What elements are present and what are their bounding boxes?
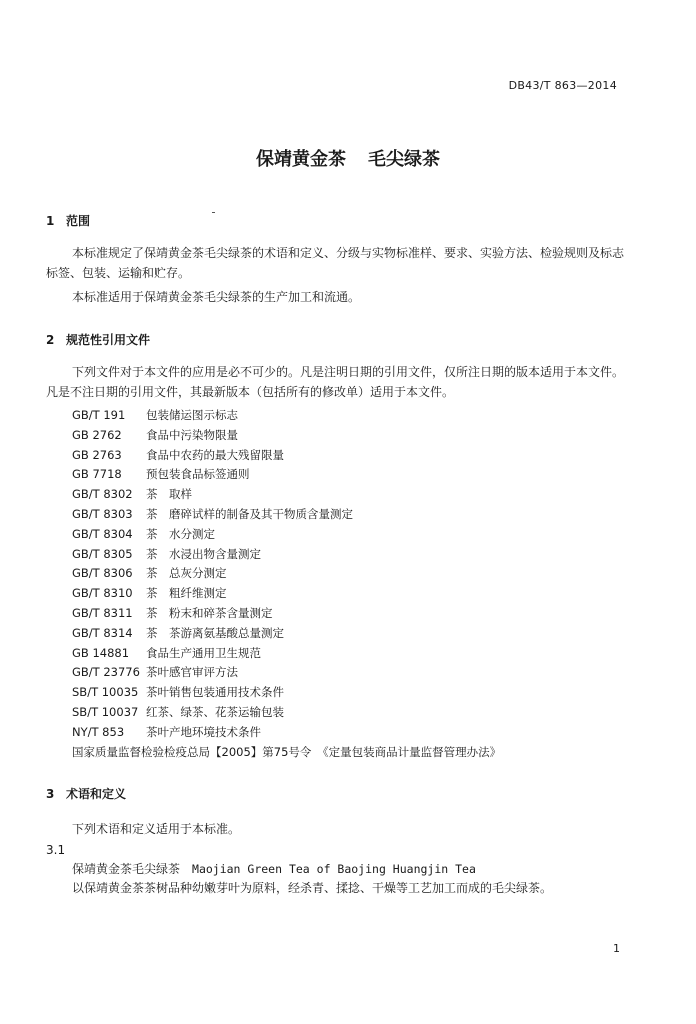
reference-title: 包装储运图示标志 bbox=[146, 408, 238, 422]
reference-title: 红茶、绿茶、花茶运输包装 bbox=[146, 704, 284, 719]
term-definition: 以保靖黄金茶茶树品种幼嫩芽叶为原料，经杀青、揉捻、干燥等工艺加工而成的毛尖绿茶。 bbox=[72, 881, 553, 895]
reference-list bbox=[72, 406, 501, 762]
reference-title: 预包装食品标签通则 bbox=[146, 467, 250, 482]
reference-item bbox=[72, 584, 501, 604]
title-part-1: 保靖黄金茶 bbox=[256, 149, 346, 170]
section-3-heading bbox=[46, 785, 126, 802]
reference-code: GB/T 8306 bbox=[72, 566, 133, 581]
section-title: 术语和定义 bbox=[66, 787, 127, 801]
reference-item bbox=[72, 426, 501, 446]
reference-item bbox=[72, 505, 501, 525]
reference-item bbox=[72, 683, 501, 703]
page-number: 1 bbox=[613, 942, 620, 955]
reference-code: GB/T 8311 bbox=[72, 605, 133, 620]
reference-title: 茶叶产地环境技术条件 bbox=[146, 724, 261, 739]
section-1-heading bbox=[46, 212, 90, 229]
term-english: Maojian Green Tea of Baojing Huangjin Tea bbox=[192, 862, 476, 876]
reference-item bbox=[72, 663, 501, 683]
reference-code: GB 2763 bbox=[72, 447, 122, 462]
reference-item bbox=[72, 446, 501, 466]
references-intro: 下列文件对于本文件的应用是必不可少的。凡是注明日期的引用文件，仅所注日期的版本适用于本文件。凡是不注日期的引用文件，其最新版本（包括所有的修改单）适用于本文件。 bbox=[46, 365, 625, 399]
regulation-reference: 国家质量监督检验检疫总局【2005】第75号令 《定量包装商品计量监督管理办法》 bbox=[72, 744, 502, 759]
reference-title: 茶 取样 bbox=[146, 487, 192, 502]
section-number: 2 bbox=[46, 333, 55, 347]
term-chinese: 保靖黄金茶毛尖绿茶 bbox=[72, 862, 181, 876]
applicability-paragraph: 本标准适用于保靖黄金茶毛尖绿茶的生产加工和流通。 bbox=[72, 290, 361, 304]
reference-title: 茶 粉末和碎茶含量测定 bbox=[146, 605, 273, 620]
reference-title: 茶 粗纤维测定 bbox=[146, 586, 227, 601]
section-title: 范围 bbox=[66, 214, 91, 228]
reference-item bbox=[72, 485, 501, 505]
document-title bbox=[0, 145, 696, 171]
reference-item bbox=[72, 604, 501, 624]
reference-code: GB/T 8302 bbox=[72, 487, 133, 502]
reference-code: GB/T 191 bbox=[72, 408, 126, 422]
reference-title: 茶 水分测定 bbox=[146, 526, 215, 541]
reference-title: 茶 茶游离氨基酸总量测定 bbox=[146, 625, 284, 640]
scan-speck bbox=[212, 212, 215, 213]
reference-code: GB 7718 bbox=[72, 467, 122, 482]
reference-item bbox=[72, 465, 501, 485]
term-entry bbox=[72, 860, 476, 877]
reference-code: GB 14881 bbox=[72, 645, 130, 660]
reference-title: 食品中农药的最大残留限量 bbox=[146, 447, 284, 462]
reference-title: 茶 磨碎试样的制备及其干物质含量测定 bbox=[146, 506, 353, 521]
section-2-heading bbox=[46, 331, 150, 348]
reference-code: GB/T 8310 bbox=[72, 586, 133, 601]
reference-title: 茶叶销售包装通用技术条件 bbox=[146, 685, 284, 700]
reference-item bbox=[72, 723, 501, 743]
reference-item bbox=[72, 703, 501, 723]
reference-title: 茶 水浸出物含量测定 bbox=[146, 546, 261, 561]
reference-code: GB/T 23776 bbox=[72, 665, 140, 680]
reference-code: NY/T 853 bbox=[72, 724, 125, 739]
clause-number: 3.1 bbox=[46, 843, 66, 857]
reference-code: GB/T 8305 bbox=[72, 546, 133, 561]
reference-item bbox=[72, 545, 501, 565]
reference-item bbox=[72, 564, 501, 584]
terms-intro: 下列术语和定义适用于本标准。 bbox=[72, 822, 241, 836]
reference-code: GB/T 8314 bbox=[72, 625, 133, 640]
reference-title: 茶 总灰分测定 bbox=[146, 566, 227, 581]
reference-item bbox=[72, 644, 501, 664]
reference-code: SB/T 10035 bbox=[72, 685, 139, 700]
reference-code: GB/T 8304 bbox=[72, 526, 133, 541]
reference-code: GB/T 8303 bbox=[72, 506, 133, 521]
reference-item bbox=[72, 525, 501, 545]
reference-title: 茶叶感官审评方法 bbox=[146, 665, 238, 680]
section-number: 1 bbox=[46, 214, 55, 228]
scope-paragraph: 本标准规定了保靖黄金茶毛尖绿茶的术语和定义、分级与实物标准样、要求、实验方法、检验规则及标志标签、包装、运输和贮存。 bbox=[46, 246, 625, 280]
reference-code: GB 2762 bbox=[72, 427, 122, 442]
reference-item bbox=[72, 624, 501, 644]
section-title: 规范性引用文件 bbox=[66, 333, 151, 347]
reference-title: 食品中污染物限量 bbox=[146, 427, 238, 442]
reference-code: SB/T 10037 bbox=[72, 704, 139, 719]
title-part-2: 毛尖绿茶 bbox=[368, 149, 440, 170]
document-code: DB43/T 863—2014 bbox=[508, 79, 617, 92]
section-number: 3 bbox=[46, 787, 55, 801]
reference-title: 食品生产通用卫生规范 bbox=[146, 645, 261, 660]
reference-item bbox=[72, 406, 501, 426]
